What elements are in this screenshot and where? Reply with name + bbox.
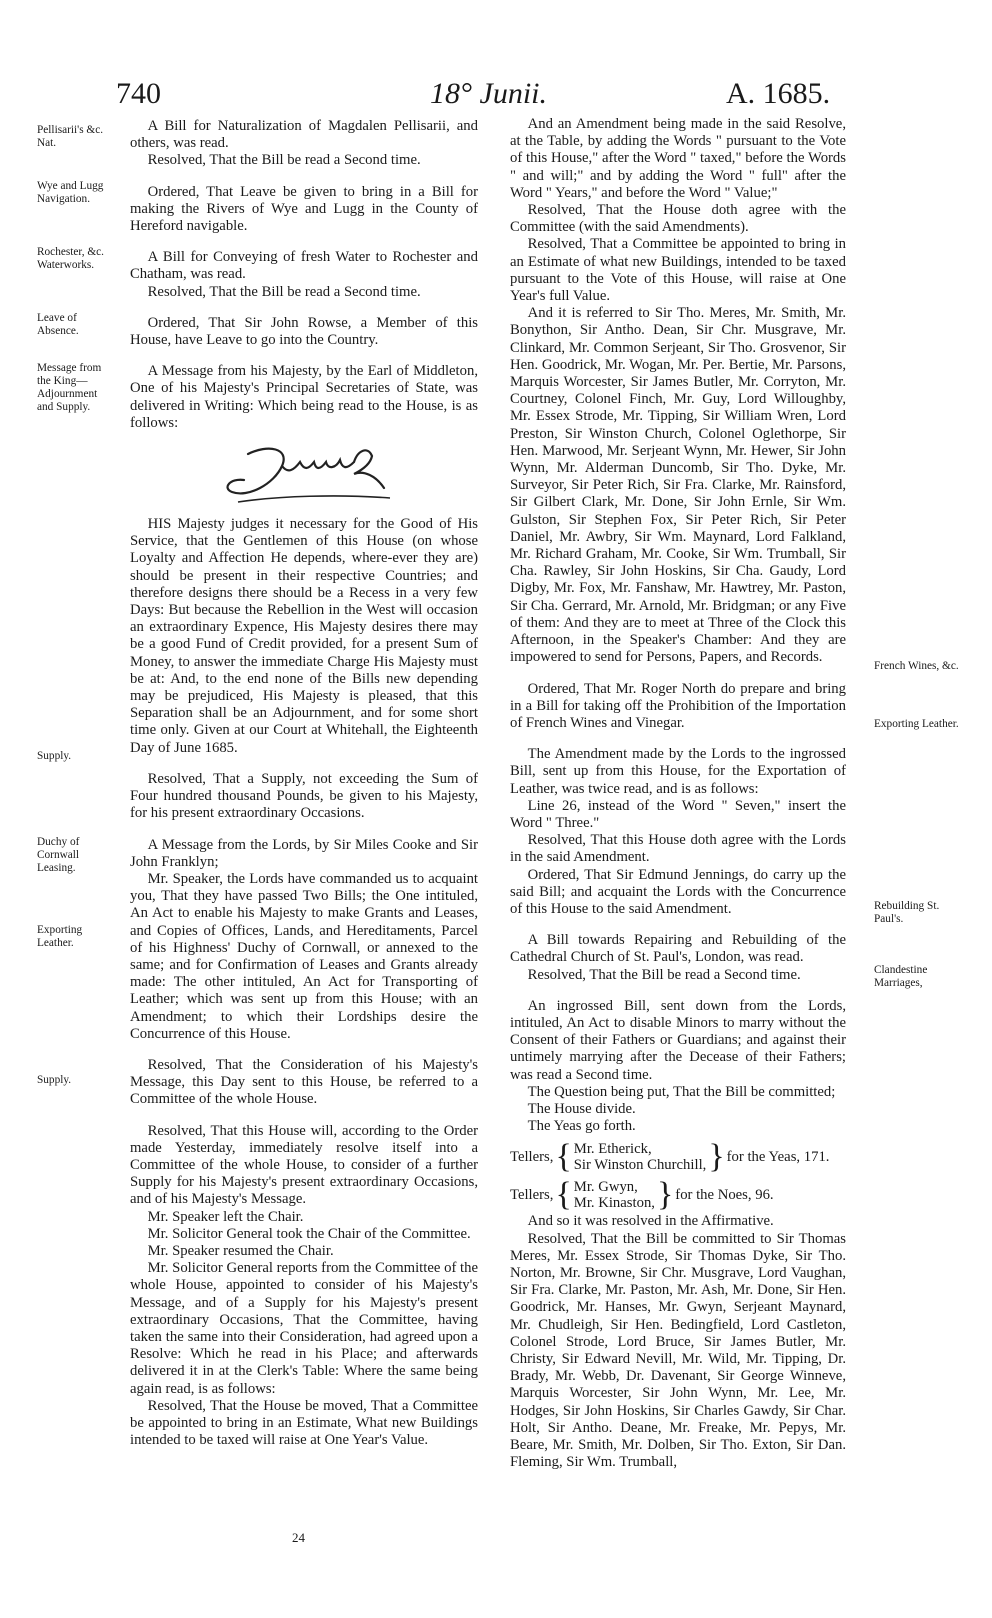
paragraph: And it is referred to Sir Tho. Meres, Mr. Smith, Mr. Bonython, Sir Antho. Dean, Sir Chr. Musgrave, Mr. Clinkard, Mr. Common Serjeant, Sir Tho. Grosvenor, Sir Hen. Goodrick, Mr. Wogan, Mr. Per. Bertie, Mr. Parsons, Marquis Worcester, Sir James Butler, Mr. Corryton, Mr. Courtney, Colonel Finch, Mr. Guy, Lord Willoughby, Mr. Essex Strode, Mr. Tipping, Sir William Wren, Lord Preston, Sir Winston Church, Colonel Oglethorpe, Sir Hen. Marwood, Mr. Serjeant Wynn, Mr. Hewer, Sir John Wynn, Mr. Alderman Duncomb, Sir Tho. Dyke, Mr. Surveyor, Sir Peter Rich, Sir Fra. Clarke, Mr. Rainsford, Sir Gilbert Clark, Mr. Done, Sir John Ernle, Sir Wm. Gulston, Sir Stephen Fox, Sir Peter Rich, Sir Peter Daniel, Mr. Awbry, Sir Wm. Maynard, Lord Falkland, Mr. Richard Graham, Mr. Cooke, Sir Wm. Trumball, Sir Cha. Rawley, Sir John Hoskins, Sir Cha. Gaudy, Lord Digby, Mr. Fox, Mr. Fanshaw, Mr. Hawtrey, Mr. Paston, Sir Cha. Gerrard, Mr. Arnold, Mr. Bridgman; or any Five of them: And they are to meet at Three of the Clock this Afternoon, in the Speaker's Chamber: And they are impowered to send for Persons, Papers, and Records. bbox=[510, 305, 846, 666]
paragraph: An ingrossed Bill, sent down from the Lords, intituled, An Act to disable Minors to marry without the Consent of their Fathers or Guardians; and against their untimely marrying after the Decease of their Fathers; was read a Second time. bbox=[510, 997, 846, 1083]
margin-note: Supply. bbox=[37, 750, 72, 762]
margin-note: Supply. bbox=[37, 1074, 72, 1086]
page-year: A. 1685. bbox=[726, 77, 831, 110]
teller-name: Mr. Gwyn, bbox=[573, 1179, 638, 1196]
brace-icon: { bbox=[555, 1176, 572, 1214]
left-column bbox=[130, 118, 478, 1449]
paragraph: Resolved, That the House doth agree with the Committee (with the said Amendments). bbox=[510, 202, 846, 236]
margin-note: French Wines, &c. bbox=[874, 660, 959, 672]
paragraph: Mr. Speaker resumed the Chair. bbox=[147, 1242, 334, 1259]
tellers-noes bbox=[510, 1176, 846, 1214]
margin-note: Wye and Lugg Navigation. bbox=[37, 180, 104, 205]
brace-icon: { bbox=[555, 1138, 572, 1176]
margin-note: Duchy of Cornwall Leasing. bbox=[37, 836, 80, 874]
paragraph: And so it was resolved in the Affirmative. bbox=[527, 1213, 774, 1230]
royal-signature bbox=[130, 440, 478, 514]
margin-note: Exporting Leather. bbox=[874, 718, 959, 730]
paragraph: The Question being put, That the Bill be committed; bbox=[527, 1083, 836, 1100]
margin-note: Clandestine Marriages, bbox=[874, 964, 928, 989]
paragraph: Resolved, That a Committee be appointed to bring in an Estimate of what new Buildings, intended to be taxed pursuant to the Vote of this House, will raise at One Year's full Value. bbox=[510, 236, 846, 305]
teller-result: for the Yeas, 171. bbox=[726, 1148, 830, 1165]
paragraph: Mr. Solicitor General reports from the Committee of the whole House, appointed to consider of his Majesty's Message, and of a Supply for his Majesty's present extraordinary Occasions, That the Committee, having taken the same into their Consideration, had agreed upon a Resolve: Which he read in his Place; and afterwards delivered it in at the Clerk's Table: Where the same being again read, is as follows: bbox=[130, 1260, 478, 1397]
page-number: 740 bbox=[116, 77, 161, 110]
paragraph: Mr. Speaker left the Chair. bbox=[147, 1208, 304, 1225]
paragraph: Resolved, That this House will, according to the Order made Yesterday, immediately resolve itself into a Committee of the whole House, to consider of a further Supply for his Majesty's present extraordinary Occasions, and of his Majesty's Message. bbox=[130, 1122, 478, 1208]
paragraph: The Yeas go forth. bbox=[527, 1118, 636, 1135]
paragraph: A Bill towards Repairing and Rebuilding of the Cathedral Church of St. Paul's, London, was read. bbox=[510, 932, 846, 966]
paragraph: Resolved, That the House be moved, That a Committee be appointed to bring in an Estimate, What new Buildings intended to be taxed will raise at One Year's Value. bbox=[130, 1397, 478, 1449]
paragraph: Resolved, That the Bill be committed to Sir Thomas Meres, Mr. Essex Strode, Sir Thomas Dyke, Sir Tho. Norton, Mr. Browne, Sir Chr. Musgrave, Lord Vaughan, Sir Fra. Clarke, Mr. Paston, Mr. Ash, Mr. Done, Sir Hen. Goodrick, Mr. Hanses, Mr. Gwyn, Serjeant Maynard, Mr. Chudleigh, Sir Hen. Bedingfield, Lord Castleton, Colonel Strode, Lord Bruce, Sir James Butler, Mr. Christy, Sir Edward Nevill, Mr. Wild, Mr. Tipping, Dr. Brady, Mr. Webb, Dr. Davenant, Sir George Winneve, Marquis Worcester, Sir John Wynn, Mr. Lee, Mr. Hodges, Sir John Hoskins, Sir Charles Gawdy, Sir Char. Holt, Sir Antho. Deane, Mr. Freake, Mr. Pepys, Mr. Beare, Mr. Smith, Mr. Dolben, Sir Tho. Exton, Sir Dan. Fleming, Sir Wm. Trumball, bbox=[510, 1230, 846, 1471]
right-column bbox=[510, 116, 846, 1471]
paragraph: Line 26, instead of the Word " Seven," insert the Word " Three." bbox=[510, 797, 846, 831]
paragraph: Resolved, That the Bill be read a Second time. bbox=[147, 152, 421, 169]
teller-name: Sir Winston Churchill, bbox=[573, 1157, 707, 1174]
paragraph: A Bill for Naturalization of Magdalen Pellisarii, and others, was read. bbox=[130, 118, 478, 152]
brace-icon: } bbox=[656, 1176, 674, 1214]
paragraph: Ordered, That Leave be given to bring in a Bill for making the Rivers of Wye and Lugg in the County of Hereford navigable. bbox=[130, 183, 478, 235]
brace-icon: } bbox=[708, 1138, 725, 1176]
paragraph: Resolved, That a Supply, not exceeding the Sum of Four hundred thousand Pounds, be given to his Majesty, for his present extraordinary Occasions. bbox=[130, 770, 478, 822]
paragraph: Resolved, That the Bill be read a Second time. bbox=[147, 283, 421, 300]
paragraph: Resolved, That this House doth agree with the Lords in the said Amendment. bbox=[510, 832, 846, 866]
teller-result: for the Noes, 96. bbox=[675, 1186, 774, 1203]
paragraph: Resolved, That the Bill be read a Second time. bbox=[527, 966, 801, 983]
paragraph: Ordered, That Mr. Roger North do prepare and bring in a Bill for taking off the Prohibition of the Importation of French Wines and Vinegar. bbox=[510, 680, 846, 731]
margin-note: Rochester, &c. Waterworks. bbox=[37, 246, 104, 271]
margin-note: Pellisarii's &c. Nat. bbox=[37, 124, 104, 149]
paragraph: A Message from the Lords, by Sir Miles Cooke and Sir John Franklyn; bbox=[130, 836, 478, 870]
margin-note: Rebuilding St. Paul's. bbox=[874, 900, 940, 925]
paragraph: A Bill for Conveying of fresh Water to Rochester and Chatham, was read. bbox=[130, 249, 478, 283]
margin-note: Exporting Leather. bbox=[37, 924, 83, 949]
paragraph: Mr. Speaker, the Lords have commanded us to acquaint you, That they have passed Two Bills; the One intituled, An Act to enable his Majesty to make Grants and Leases, and Copies of Offices, Lands, and Hereditaments, Parcel of his Highness' Duchy of Cornwall, or annexed to the same; and for Confirmation of Leases and Grants already made: The other intituled, An Act for Transporting of Leather; which was sent up from this House; with an Amendment; to which their Lordships desire the Concurrence of this House. bbox=[130, 870, 478, 1042]
signature-mark: 24 bbox=[292, 1530, 305, 1545]
margin-note: Leave of Absence. bbox=[37, 312, 79, 337]
paragraph: Ordered, That Sir Edmund Jennings, do carry up the said Bill; and acquaint the Lords with the Concurrence of this House to the said Amendment. bbox=[510, 866, 846, 917]
teller-name: Mr. Etherick, bbox=[573, 1141, 652, 1158]
margin-note: Message from the King—Adjournment and Supply. bbox=[37, 362, 102, 413]
paragraph: A Message from his Majesty, by the Earl of Middleton, One of his Majesty's Principal Secretaries of State, was delivered in Writing: Which being read to the House, is as follows: bbox=[130, 363, 478, 431]
paragraph: The Amendment made by the Lords to the ingrossed Bill, sent up from this House, for the Exportation of Leather, was twice read, and is as follows: bbox=[510, 746, 846, 797]
page-date: 18° Junii. bbox=[430, 77, 547, 110]
tellers-label: Tellers, bbox=[510, 1148, 554, 1165]
paragraph: The House divide. bbox=[527, 1100, 636, 1117]
paragraph: And an Amendment being made in the said Resolve, at the Table, by adding the Words " pursuant to the Vote of this House," after the Word " taxed," before the Words " and will;" and by adding the Word " full" after the Word " Years," and before the Word " Value;" bbox=[510, 116, 846, 201]
paragraph: Ordered, That Sir John Rowse, a Member of this House, have Leave to go into the Country. bbox=[130, 314, 478, 349]
tellers-label: Tellers, bbox=[510, 1186, 554, 1203]
teller-name: Mr. Kinaston, bbox=[573, 1195, 655, 1212]
tellers-yeas bbox=[510, 1138, 846, 1176]
paragraph: HIS Majesty judges it necessary for the Good of His Service, that the Gentlemen of this House (on whose Loyalty and Affection He depends, where-ever they are) should be present in their respective Countries; and therefore designs there should be a Recess in a very few Days: But because the Rebellion in the West will occasion an extraordinary Expence, His Majesty desires there may be a good Fund of Credit provided, for a present Sum of Money, to answer the immediate Charge His Majesty must be at: And, to the end none of the Bills new depending may be prejudiced, His Majesty is pleased, that this Separation shall be an Adjournment, and for some short time only. Given at our Court at Whitehall, the Eighteenth Day of June 1685. bbox=[130, 516, 478, 756]
paragraph: Mr. Solicitor General took the Chair of the Committee. bbox=[147, 1225, 471, 1242]
paragraph: Resolved, That the Consideration of his Majesty's Message, this Day sent to this House, be referred to a Committee of the whole House. bbox=[130, 1056, 478, 1108]
